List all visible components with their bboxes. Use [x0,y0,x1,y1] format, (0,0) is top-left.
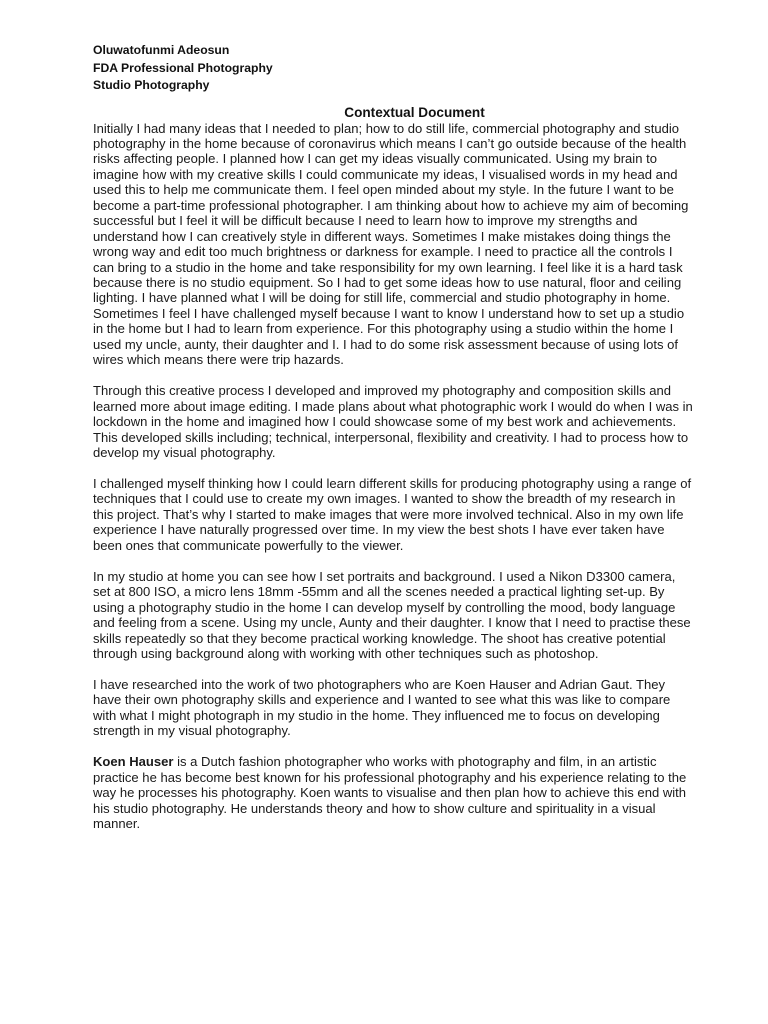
document-body [93,121,696,832]
paragraph-research: I have researched into the work of two photographers who are Koen Hauser and Adrian Gaut. They have their own photography skills and experience and I wanted to see what this was like to compare with what I might photograph in my studio in the home. They influenced me to focus on developing strength in my visual photography. [93,677,671,739]
paragraph-koen-hauser [93,754,696,831]
document-title: Contextual Document [344,104,485,120]
author-name: Oluwatofunmi Adeosun [93,43,230,57]
paragraph-challenges: I challenged myself thinking how I could learn different skills for producing photography using a range of techniques that I could use to create my own images. I wanted to show the breadth of my research in this project. That’s why I started to make images that were more involved technical. Also in my own life experience I have naturally progressed over time. In my view the best shots I have ever taken have been ones that communicate powerfully to the viewer. [93,476,692,553]
course-name: FDA Professional Photography [93,60,273,75]
paragraph-intro: Initially I had many ideas that I needed to plan; how to do still life, commercial photography and studio photography in the home because of coronavirus which means I can’t go outside because of the health risks affecting people. I planned how I can get my ideas visually communicated. Using my brain to imagine how with my creative skills I could communicate my ideas, I visualised words in my head and used this to help me communicate them. I feel open minded about my style. In the future I want to be become a part-time professional photographer. I am thinking about how to achieve my aim of becoming successful but I feel it will be difficult because I need to learn how to improve my strengths and understand how I can creatively style in different ways. Sometimes I make mistakes doing things the wrong way and edit too much brightness or darkness for example. I need to practice all the controls I can bring to a studio in the home and take responsibility for my own learning. I feel like it is a hard task because there is no studio equipment. So I had to get some ideas how to use natural, floor and ceiling lighting. I have planned what I will be doing for still life, commercial and studio photography in home. Sometimes I feel I have challenged myself because I want to know I understand how to set up a studio in the home but I had to learn from experience. For this photography using a studio within the home I used my uncle, aunty, their daughter and I. I had to do some risk assessment because of using lots of wires which means there were trip hazards. [93,120,689,368]
module-name: Studio Photography [93,78,210,92]
koen-hauser-text: is a Dutch fashion photographer who works with photography and film, in an artistic practice he has become best known for his professional photography and his experience relating to the way he processes his photography. Koen wants to visualise and then plan how to achieve this end with his studio photography. He understands theory and how to show culture and spirituality in a visual manner. [93,754,687,832]
paragraph-creative-process: Through this creative process I developed and improved my photography and composition skills and learned more about image editing. I made plans about what photographic work I would do when I was in lockdown in the home and imagined how I could showcase some of my best work and achievements. This developed skills including; technical, interpersonal, flexibility and creativity. I had to process how to develop my visual photography. [93,383,693,461]
koen-hauser-name: Koen Hauser [93,754,174,770]
document-header [93,42,696,95]
paragraph-studio-at-home: In my studio at home you can see how I set portraits and background. I used a Nikon D3300 camera, set at 800 ISO, a micro lens 18mm -55mm and all the scenes needed a practical lighting set-up. By using a photography studio in the home I can develop myself by controlling the mood, body language and feeling from a scene. Using my uncle, Aunty and their daughter. I know that I need to practise these skills repeatedly so that they become practical working knowledge. The shoot has creative potential through using background along with working with other techniques such as photoshop. [93,568,691,662]
